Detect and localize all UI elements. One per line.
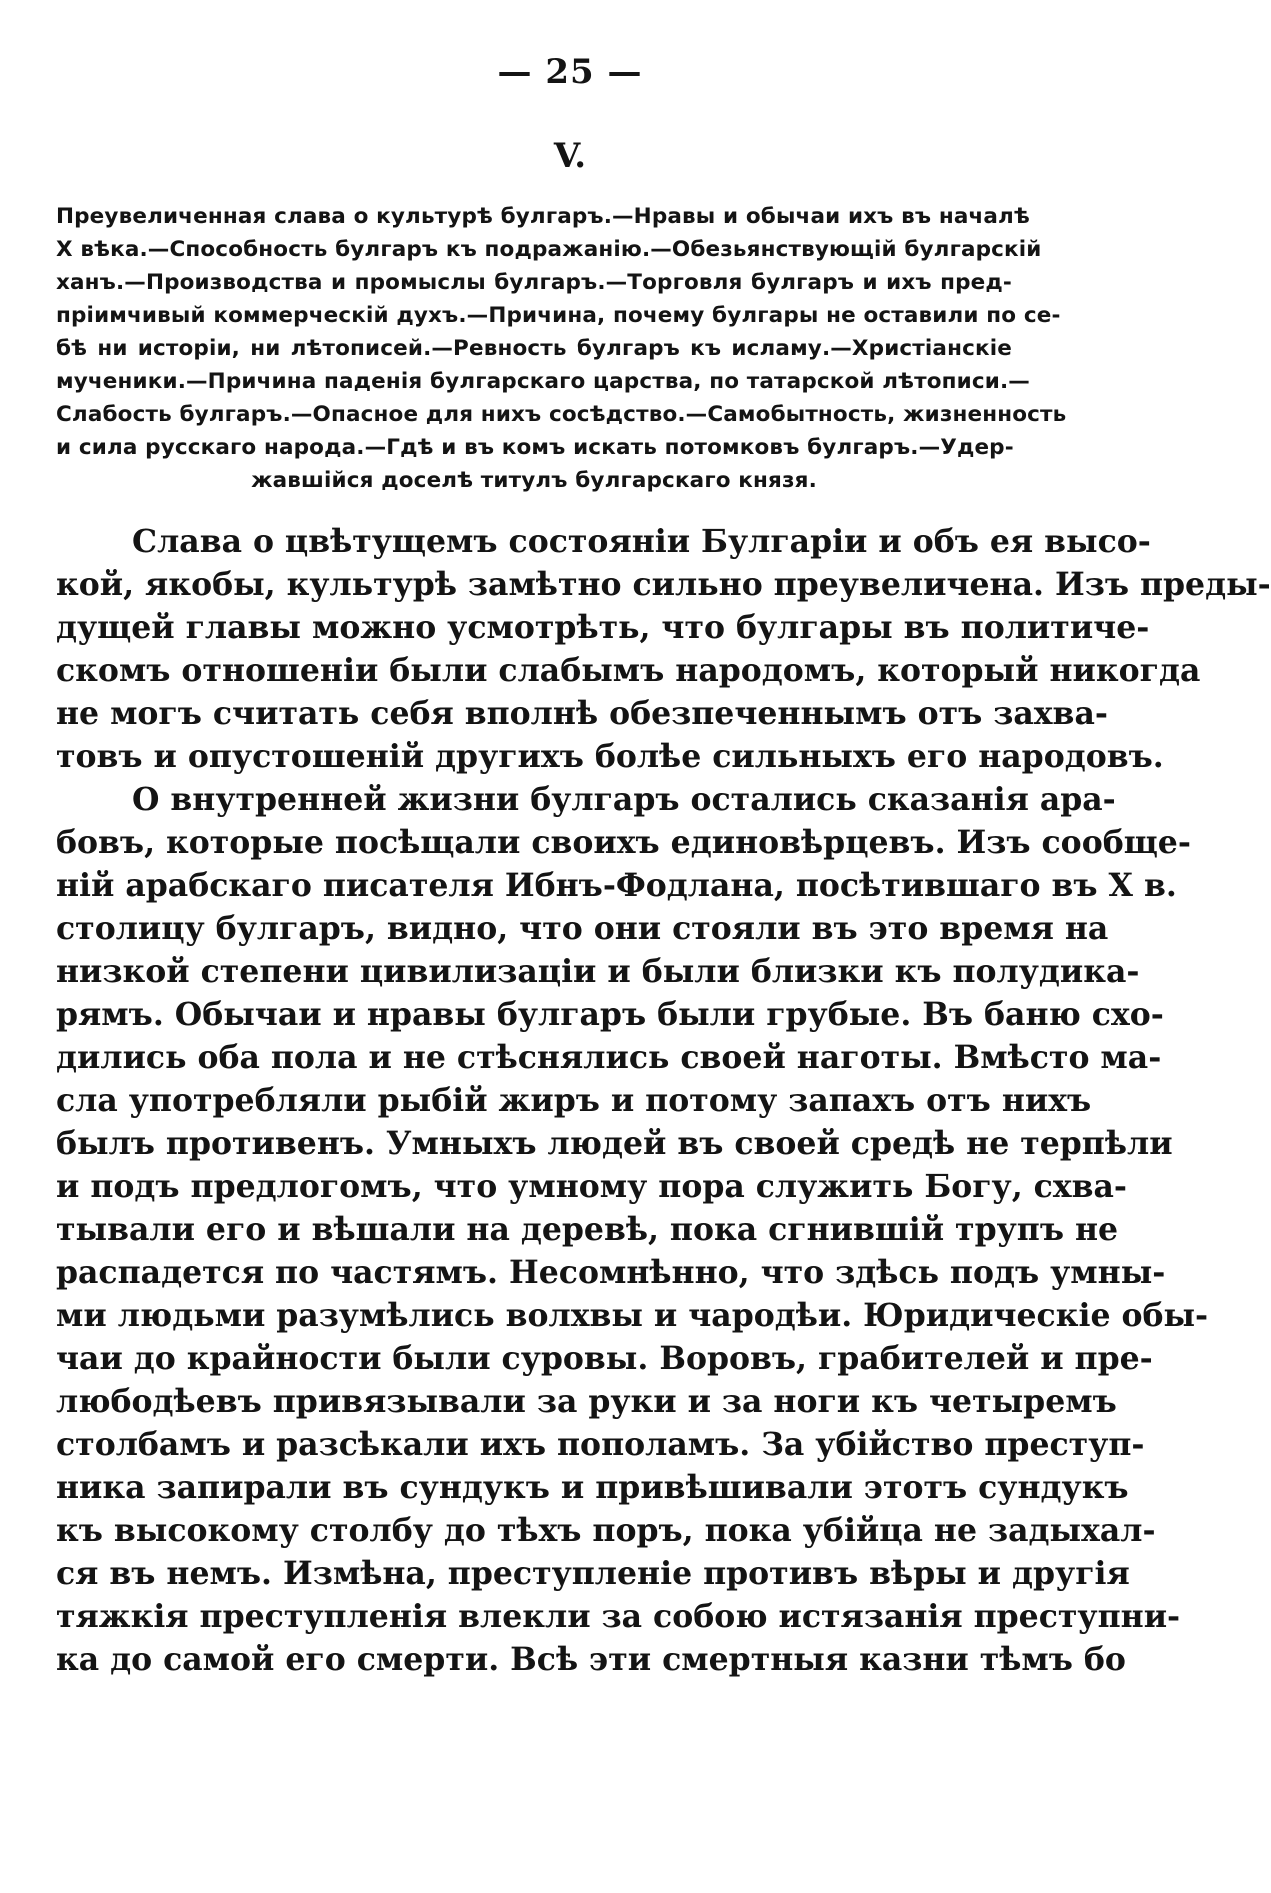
body-line: не могъ считать себя вполнѣ обезпеченнымъ отъ захва- bbox=[56, 695, 1108, 732]
body-line: ся въ немъ. Измѣна, преступленіе противъ вѣры и другія bbox=[56, 1555, 1130, 1592]
summary-line: ханъ.—Производства и промыслы булгаръ.—Торговля булгаръ и ихъ пред- bbox=[56, 270, 1012, 295]
body-line: Слава о цвѣтущемъ состояніи Булгаріи и объ ея высо- bbox=[132, 523, 1151, 560]
body-line: дились оба пола и не стѣснялись своей наготы. Вмѣсто ма- bbox=[56, 1039, 1162, 1076]
chapter-summary bbox=[56, 200, 1067, 497]
summary-line: Преувеличенная слава о культурѣ булгаръ.—Нравы и обычаи ихъ въ началѣ bbox=[56, 204, 1030, 229]
summary-line: X вѣка.—Способность булгаръ къ подражанію.—Обезьянствующій булгарскій bbox=[56, 237, 1042, 262]
body-line: тывали его и вѣшали на деревѣ, пока сгнившій трупъ не bbox=[56, 1211, 1119, 1248]
summary-line: жавшійся доселѣ титулъ булгарскаго князя. bbox=[251, 468, 817, 493]
body-line: распадется по частямъ. Несомнѣнно, что здѣсь подъ умны- bbox=[56, 1254, 1166, 1291]
body-line: любодѣевъ привязывали за руки и за ноги къ четыремъ bbox=[56, 1383, 1117, 1420]
summary-line: мученики.—Причина паденія булгарскаго царства, по татарской лѣтописи.— bbox=[56, 369, 1030, 394]
summary-line: и сила русскаго народа.—Гдѣ и въ комъ искать потомковъ булгаръ.—Удер- bbox=[56, 435, 1014, 460]
body-line: столбамъ и разсѣкали ихъ пополамъ. За убійство преступ- bbox=[56, 1426, 1145, 1463]
body-line: чаи до крайности были суровы. Воровъ, грабителей и пре- bbox=[56, 1340, 1153, 1377]
body-line: и подъ предлогомъ, что умному пора служить Богу, схва- bbox=[56, 1168, 1127, 1205]
body-line: низкой степени цивилизаціи и были близки къ полудика- bbox=[56, 953, 1140, 990]
body-text bbox=[56, 520, 1271, 1681]
body-line: былъ противенъ. Умныхъ людей въ своей средѣ не терпѣли bbox=[56, 1125, 1173, 1162]
body-line: кой, якобы, культурѣ замѣтно сильно преувеличена. Изъ преды- bbox=[56, 566, 1271, 603]
body-line: ника запирали въ сундукъ и привѣшивали этотъ сундукъ bbox=[56, 1469, 1129, 1506]
summary-line: пріимчивый коммерческій духъ.—Причина, почему булгары не оставили по се- bbox=[56, 303, 1061, 328]
body-line: ній арабскаго писателя Ибнъ-Фодлана, посѣтившаго въ X в. bbox=[56, 867, 1177, 904]
body-line: къ высокому столбу до тѣхъ поръ, пока убійца не задыхал- bbox=[56, 1512, 1156, 1549]
body-line: товъ и опустошеній другихъ болѣе сильныхъ его народовъ. bbox=[56, 738, 1164, 775]
chapter-numeral: V. bbox=[553, 136, 587, 176]
body-line: ка до самой его смерти. Всѣ эти смертныя казни тѣмъ бо bbox=[56, 1641, 1126, 1678]
body-line: сла употребляли рыбій жиръ и потому запахъ отъ нихъ bbox=[56, 1082, 1092, 1119]
summary-line: Слабость булгаръ.—Опасное для нихъ сосѣдство.—Самобытность, жизненность bbox=[56, 402, 1067, 427]
body-line: столицу булгаръ, видно, что они стояли въ это время на bbox=[56, 910, 1109, 947]
summary-line: бѣ ни исторіи, ни лѣтописей.—Ревность булгаръ къ исламу.—Христіанскіе bbox=[56, 336, 1012, 361]
body-line: скомъ отношеніи были слабымъ народомъ, который никогда bbox=[56, 652, 1201, 689]
body-line: дущей главы можно усмотрѣть, что булгары въ политиче- bbox=[56, 609, 1150, 646]
body-line: бовъ, которые посѣщали своихъ единовѣрцевъ. Изъ сообще- bbox=[56, 824, 1191, 861]
body-line: О внутренней жизни булгаръ остались сказанія ара- bbox=[132, 781, 1116, 818]
body-line: ми людьми разумѣлись волхвы и чародѣи. Юридическіе обы- bbox=[56, 1297, 1209, 1334]
body-line: тяжкія преступленія влекли за собою истязанія преступни- bbox=[56, 1598, 1181, 1635]
body-line: рямъ. Обычаи и нравы булгаръ были грубые. Въ баню схо- bbox=[56, 996, 1164, 1033]
page-number: — 25 — bbox=[497, 52, 643, 92]
